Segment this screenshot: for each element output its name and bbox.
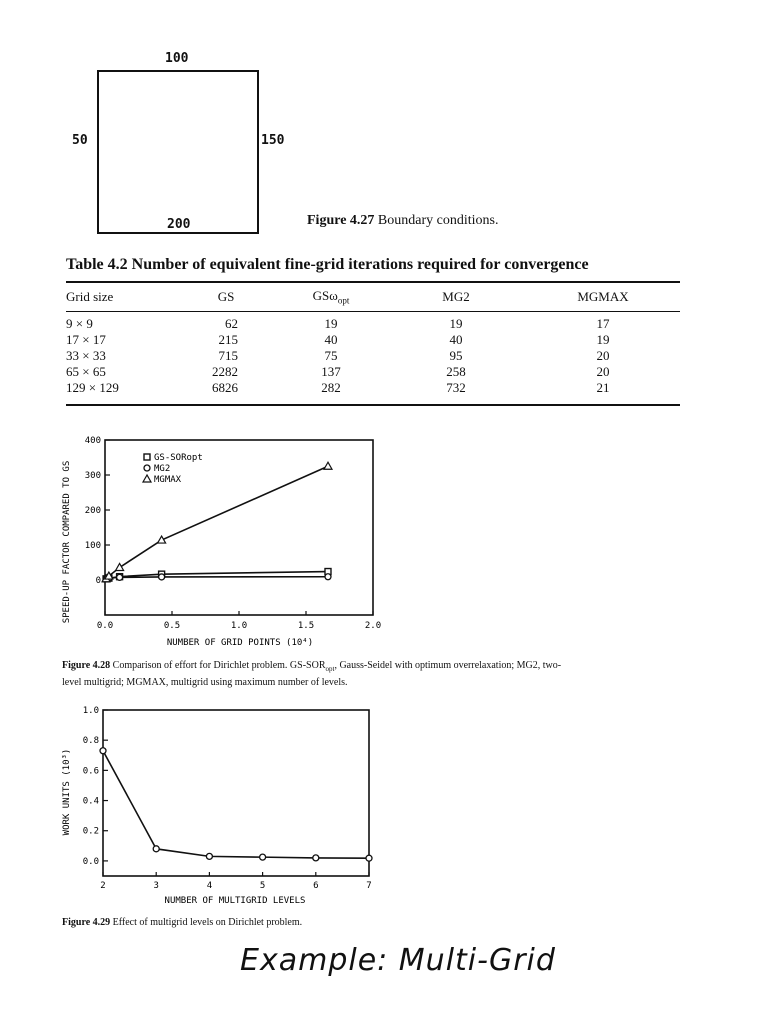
legend-marker [144,454,150,460]
table-header-row [66,283,680,312]
y-tick-label: 0.8 [82,736,99,747]
speedup-chart [55,430,395,655]
caption-label: Figure 4.28 [62,660,111,671]
gs-omega-label: GSω [312,288,338,304]
cell: 732 [446,380,466,395]
col-header-gs-omega [276,283,386,312]
y-tick-label: 1.0 [82,706,99,716]
iterations-table [66,283,680,406]
col-header-grid-size: Grid size [66,289,114,304]
y-tick-label: 0.6 [82,766,99,777]
caption-text: Boundary conditions. [377,213,499,228]
boundary-bottom-label: 200 [167,217,191,232]
cell: 6826 [212,380,238,395]
cell: 19 [596,332,610,347]
cell: 20 [596,348,610,363]
cell: 33 × 33 [66,348,106,363]
y-axis-label: WORK UNITS (10³) [62,748,72,836]
y-tick-label: 200 [84,506,101,516]
boundary-square [97,70,259,234]
boundary-figure [60,45,540,240]
table-row [66,316,680,332]
cell: 19 [324,316,338,331]
col-header-mg2: MG2 [442,289,470,304]
boundary-right-label: 150 [261,133,285,148]
x-tick-label: 7 [366,881,372,891]
x-tick-label: 5 [259,881,266,891]
series-line [103,751,369,858]
data-point [366,855,372,861]
caption-label: Figure 4.27 [307,213,375,228]
x-tick-label: 2.0 [364,621,382,631]
legend-marker [143,475,151,482]
series-line [106,466,328,578]
data-point [116,563,124,570]
legend-label: GS-SORopt [154,453,203,463]
table-row [66,332,680,348]
y-tick-label: 400 [84,436,101,446]
data-point [159,574,165,580]
x-tick-label: 1.5 [297,621,315,631]
legend-label: MG2 [154,464,171,474]
cell: 75 [324,348,338,363]
data-point [260,854,266,860]
x-tick-label: 0.0 [96,621,114,631]
boundary-top-label: 100 [165,51,189,66]
legend-marker [144,465,150,471]
data-point [206,853,212,859]
cell: 62 [225,316,238,331]
cell: 17 [596,316,610,331]
x-axis-label: NUMBER OF GRID POINTS (10⁴) [166,638,314,648]
figure-4-29-caption [62,916,562,929]
x-axis-label: NUMBER OF MULTIGRID LEVELS [164,896,306,906]
cell: 2282 [212,364,238,379]
y-tick-label: 100 [84,541,101,551]
table-title: Table 4.2 Number of equivalent fine-grid iterations required for convergence [66,256,589,273]
figure-4-27-caption [307,213,498,229]
plot-frame [103,710,369,876]
caption-label: Figure 4.29 [62,917,111,928]
y-tick-label: 0.0 [82,856,99,867]
cell: 21 [596,380,610,395]
caption-sub: opt [325,665,335,673]
cell: 17 × 17 [66,332,106,347]
y-axis-label: SPEED-UP FACTOR COMPARED TO GS [62,460,72,624]
data-point [325,574,331,580]
caption-text: Comparison of effort for Dirichlet problem. GS-SOR [112,660,326,671]
legend-label: MGMAX [154,475,182,485]
y-tick-label: 0.4 [82,796,99,807]
col-header-mgmax: MGMAX [577,289,629,304]
cell: 715 [218,348,238,363]
x-tick-label: 3 [153,881,159,891]
col-header-gs: GS [217,289,235,304]
gs-omega-sub: opt [337,295,350,306]
handwritten-note: Example: Multi-Grid [240,943,556,978]
cell: 282 [321,380,341,395]
data-point [324,462,332,469]
y-tick-label: 300 [84,471,101,481]
series-line [106,577,328,579]
cell: 215 [218,332,238,347]
x-tick-label: 4 [206,881,213,891]
data-point [117,574,123,580]
caption-text-2: , Gauss-Seidel with optimum overrelaxation; MG2, two-level multigrid; MGMAX, multigrid using maximum number of levels. [62,660,562,688]
caption-text: Effect of multigrid levels on Dirichlet problem. [112,917,303,928]
work-units-chart [55,698,385,910]
y-tick-label: 0 [95,576,101,586]
cell: 40 [324,332,338,347]
cell: 20 [596,364,610,379]
cell: 65 × 65 [66,364,106,379]
cell: 19 [449,316,463,331]
table-row [66,364,680,380]
cell: 40 [449,332,463,347]
x-tick-label: 0.5 [163,621,181,631]
table-row [66,380,680,396]
cell: 137 [321,364,341,379]
cell: 129 × 129 [66,380,119,395]
data-point [100,748,106,754]
y-tick-label: 0.2 [82,826,99,837]
cell: 95 [449,348,463,363]
boundary-left-label: 50 [72,133,88,148]
data-point [313,855,319,861]
data-point [153,846,159,852]
figure-4-28-caption [62,659,562,689]
cell: 258 [446,364,466,379]
x-tick-label: 6 [313,881,319,891]
x-tick-label: 1.0 [230,621,248,631]
cell: 9 × 9 [66,316,93,331]
table-row [66,348,680,364]
x-tick-label: 2 [100,881,106,891]
